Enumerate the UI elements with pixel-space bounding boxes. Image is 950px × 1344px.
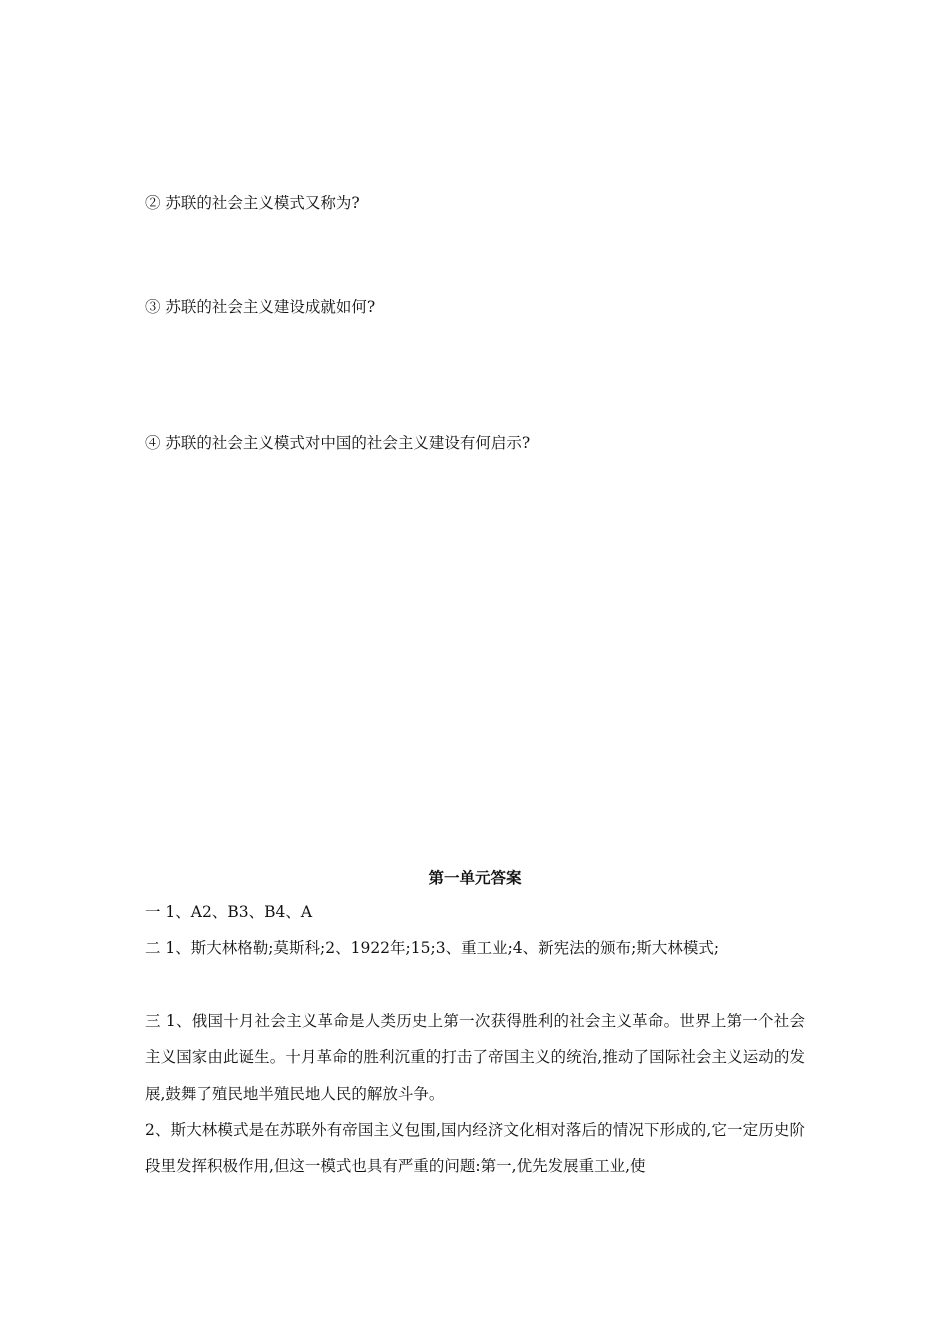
question-2: ② 苏联的社会主义模式又称为? [145, 194, 360, 212]
answer-part-1: 一 1、A2、B3、B4、A [145, 903, 313, 921]
answer-part-2: 二 1、斯大林格勒;莫斯科;2、1922年;15;3、重工业;4、新宪法的颁布;斯大林模式; [145, 939, 720, 957]
question-3: ③ 苏联的社会主义建设成就如何? [145, 298, 376, 316]
answer-part-3-item-1: 三 1、俄国十月社会主义革命是人类历史上第一次获得胜利的社会主义革命。世界上第一个社会主义国家由此诞生。十月革命的胜利沉重的打击了帝国主义的统治,推动了国际社会主义运动的发展,鼓舞了殖民地半殖民地人民的解放斗争。 [145, 1012, 805, 1103]
question-4: ④ 苏联的社会主义模式对中国的社会主义建设有何启示? [145, 434, 531, 452]
answer-part-3-item-2: 2、斯大林模式是在苏联外有帝国主义包围,国内经济文化相对落后的情况下形成的,它一定历史阶段里发挥积极作用,但这一模式也具有严重的问题:第一,优先发展重工业,使 [145, 1121, 805, 1176]
answers-title: 第一单元答案 [428, 869, 522, 887]
